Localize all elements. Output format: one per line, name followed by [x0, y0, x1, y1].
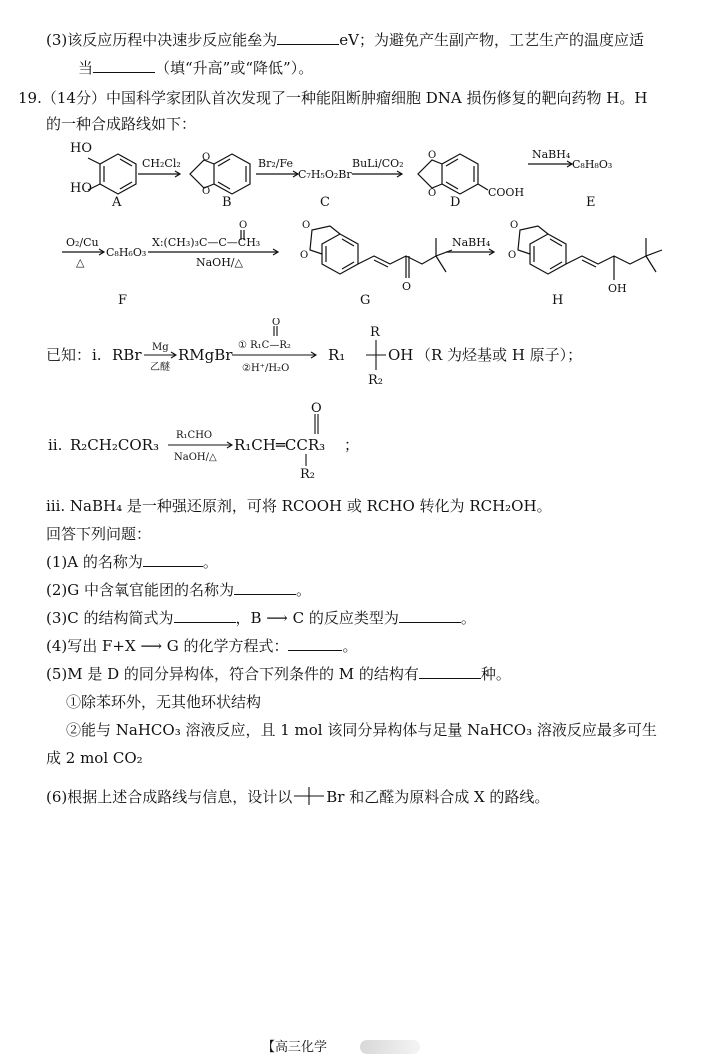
question-1: (1)A 的名称为 。 — [46, 553, 218, 571]
svg-text:O: O — [300, 250, 309, 261]
svg-text:R₁CH═CCR₃: R₁CH═CCR₃ — [234, 436, 326, 454]
svg-text:NaOH/△: NaOH/△ — [174, 452, 217, 463]
label-HO-1: HO — [70, 141, 92, 156]
reagent-F-G-bottom: NaOH/△ — [196, 256, 243, 269]
svg-text:乙醚: 乙醚 — [150, 362, 170, 373]
svg-text:R₁CHO: R₁CHO — [176, 430, 213, 441]
label-B: B — [222, 195, 232, 210]
svg-text:① R₁C—R₂: ① R₁C—R₂ — [238, 340, 291, 351]
reagent-B-C: Br₂/Fe — [258, 157, 293, 170]
blank-q3-type[interactable] — [399, 608, 461, 623]
known-i-scheme — [36, 318, 716, 388]
page-number-smudge — [360, 1040, 420, 1054]
svg-text:R₂: R₂ — [368, 373, 383, 388]
label-E: E — [586, 195, 596, 210]
ring-B — [214, 154, 250, 194]
label-D: D — [450, 195, 461, 210]
svg-text:O: O — [510, 220, 519, 231]
svg-text:Mg: Mg — [152, 342, 169, 353]
blank-q2[interactable] — [234, 580, 296, 595]
q19-header-line1: 19.（14分）中国科学家团队首次发现了一种能阻断肿瘤细胞 DNA 损伤修复的靶向药物 H。H — [18, 89, 648, 107]
question-6: (6)根据上述合成路线与信息，设计以 Br 和乙醛为原料合成 X 的路线。 — [46, 788, 550, 806]
label-HO-2: HO — [70, 181, 92, 196]
reagent-E-F-top: O₂/Cu — [66, 236, 99, 249]
question-4: (4)写出 F+X ⟶ G 的化学方程式： 。 — [46, 637, 358, 655]
blank-q3-structure[interactable] — [174, 608, 236, 623]
svg-text:O: O — [508, 250, 517, 261]
label-A: A — [112, 195, 122, 210]
question-5: (5)M 是 D 的同分异构体，符合下列条件的 M 的结构有 种。 — [46, 665, 511, 683]
reagent-F-G-o: O — [239, 220, 248, 231]
known-iii: ⅲ. NaBH₄ 是一种强还原剂，可将 RCOOH 或 RCHO 转化为 RCH₂OH。 — [46, 497, 552, 515]
reagent-D-E: NaBH₄ — [532, 148, 571, 161]
label-C: C — [320, 195, 330, 210]
reagent-C-D: BuLi/CO₂ — [352, 157, 404, 170]
q18-part3-line2: 当 （填“升高”或“降低”）。 — [78, 59, 314, 77]
formula-E: C₈H₈O₃ — [572, 158, 613, 171]
svg-text:R₂CH₂COR₃: R₂CH₂COR₃ — [70, 436, 159, 454]
svg-text:R: R — [370, 325, 380, 340]
ring-A — [100, 154, 136, 194]
formula-C: C₇H₅O₂Br — [298, 168, 352, 181]
svg-text:②H⁺/H₂O: ②H⁺/H₂O — [242, 363, 290, 374]
ring-G — [322, 234, 358, 274]
q5-condition-2a: ②能与 NaHCO₃ 溶液反应，且 1 mol 该同分异构体与足量 NaHCO₃ 溶液反应最多可生 — [66, 721, 657, 739]
arrow-icon: ⟶ — [135, 637, 167, 655]
q19-header-line2: 的一种合成路线如下： — [46, 115, 197, 133]
label-H-OH: OH — [608, 282, 627, 295]
blank-temperature[interactable] — [93, 58, 155, 73]
svg-text:O: O — [202, 152, 211, 163]
svg-text:O: O — [272, 318, 281, 328]
reagent-F-G-top: X:(CH₃)₃C—C—CH₃ — [152, 236, 261, 249]
svg-text:O: O — [428, 188, 437, 199]
label-H: H — [552, 293, 564, 308]
blank-q4[interactable] — [288, 636, 342, 651]
known-ii-num: ⅱ. — [48, 436, 63, 454]
svg-text:R₂: R₂ — [300, 467, 315, 480]
question-2: (2)G 中含氧官能团的名称为 。 — [46, 581, 312, 599]
svg-text:（R 为烃基或 H 原子）；: （R 为烃基或 H 原子）； — [416, 346, 583, 364]
svg-text:OH: OH — [388, 346, 414, 364]
q5-condition-2b: 成 2 mol CO₂ — [46, 749, 143, 767]
reagent-G-H: NaBH₄ — [452, 236, 491, 249]
q5-condition-1: ①除苯环外，无其他环状结构 — [66, 693, 262, 711]
q18-part3-line1: (3)该反应历程中决速步反应能垒为 eV；为避免产生副产物，工艺生产的温度应适 — [46, 31, 644, 49]
ring-D — [442, 154, 478, 194]
ring-H — [530, 234, 566, 274]
svg-text:R₁: R₁ — [328, 346, 346, 364]
footer: 【高三化学 — [262, 1040, 328, 1055]
svg-text:O: O — [302, 220, 311, 231]
reagent-A-B: CH₂Cl₂ — [142, 157, 181, 170]
svg-text:RMgBr: RMgBr — [178, 346, 233, 364]
answer-prompt: 回答下列问题： — [46, 525, 152, 543]
svg-text:O: O — [428, 150, 437, 161]
reagent-E-F-bottom: △ — [76, 256, 85, 269]
arrow-icon: ⟶ — [261, 609, 293, 627]
svg-text:；: ； — [344, 436, 360, 454]
blank-q1[interactable] — [143, 552, 203, 567]
tert-butyl-icon — [292, 786, 326, 806]
label-F: F — [118, 293, 128, 308]
formula-F: C₈H₆O₃ — [106, 246, 147, 259]
known-label: 已知： — [46, 346, 92, 364]
known-i-num: ⅰ. — [92, 346, 102, 364]
blank-q5[interactable] — [419, 664, 481, 679]
known-ii-scheme — [36, 400, 716, 480]
blank-energy[interactable] — [277, 30, 339, 45]
label-COOH: COOH — [488, 186, 525, 199]
synthesis-scheme — [0, 134, 716, 334]
label-G-O: O — [402, 280, 412, 293]
svg-text:O: O — [202, 186, 211, 197]
question-3: (3)C 的结构简式为 ，B ⟶ C 的反应类型为 。 — [46, 609, 476, 627]
svg-text:O: O — [311, 401, 322, 416]
label-G: G — [360, 293, 371, 308]
svg-text:RBr: RBr — [112, 346, 142, 364]
